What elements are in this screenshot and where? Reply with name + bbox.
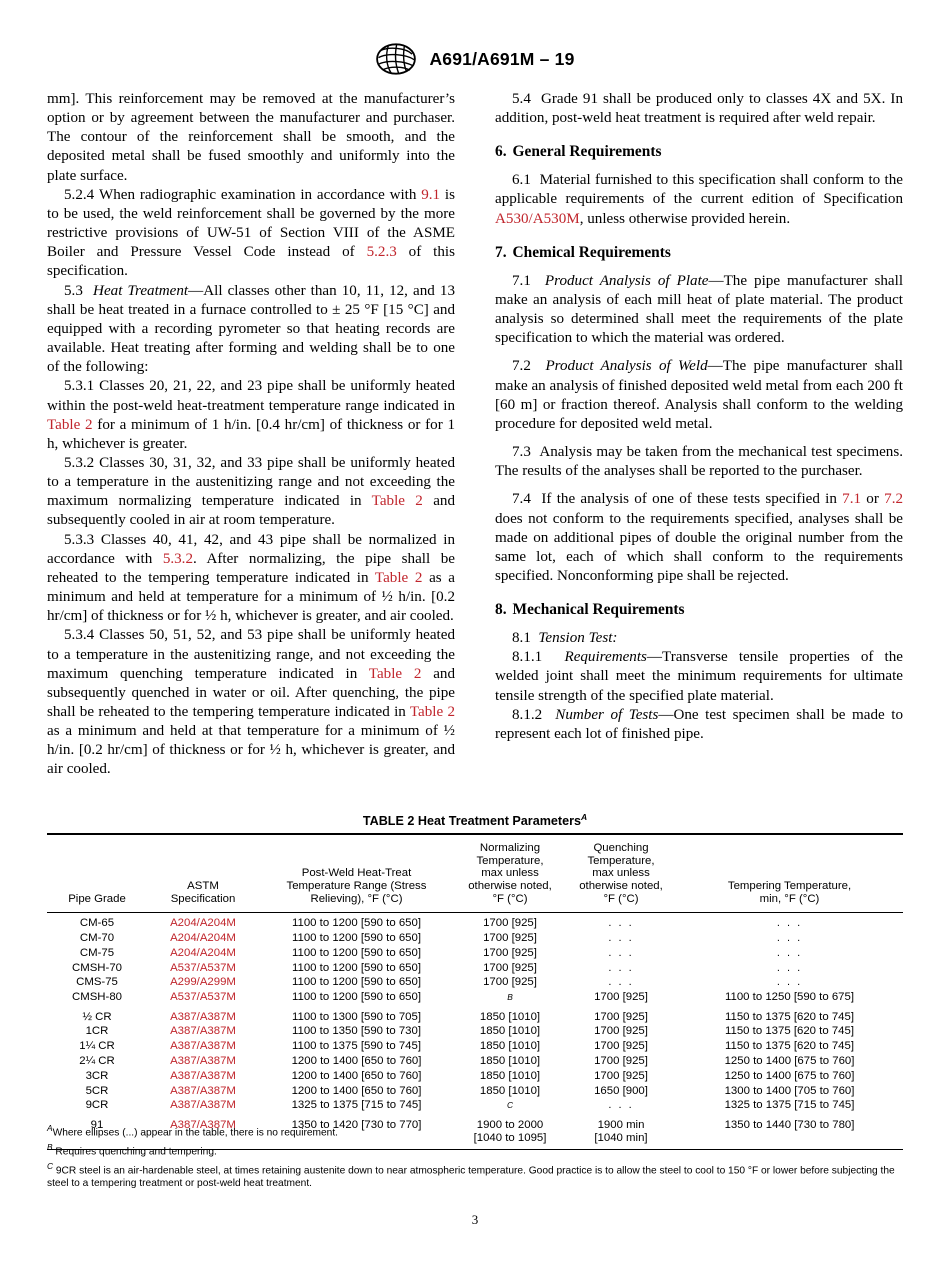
paragraph-continuation: mm]. This reinforcement may be removed at the manufacturer’s option or by agreement between the manufacturer and purchaser. The contour of the reinforcement shall be smooth, and the deposited metal shall be fused smoothly and uniformly into the plate surface. [47,91,455,184]
cell-pipe-grade: CMSH-80 [71,991,122,1004]
table-2-container [47,812,903,1150]
table-row [47,931,903,946]
clause-number: 8.1 [512,630,531,647]
table-row [47,946,903,961]
cell-pipe-grade: 1¼ CR [79,1040,115,1053]
cell-astm-specification: A387/A387M [170,1025,236,1038]
table-row [47,976,903,991]
paragraph-5-3-1: 5.3.1 Classes 20, 21, 22, and 23 pipe shall be uniformly heated within the post-weld heat-treatment temperature range indicated in Table 2 for a minimum of 1 h/in. [0.4 hr/cm] of thickness or for 1 h, whichever is greater. [47,378,455,452]
table-row [47,913,903,932]
clause-title: Number of Tests [555,706,659,723]
section-heading-mechanical-requirements [495,600,903,619]
standard-designation: A691/A691M – 19 [429,48,575,69]
footnote-marker: B [47,1141,53,1152]
cell-tempering-temperature: 1250 to 1400 [675 to 760] [724,1054,855,1067]
cell-normalizing-temperature: 1700 [925] [483,917,537,930]
cell-quenching-temperature [566,913,676,932]
cell-pipe-grade: ½ CR [82,1010,112,1023]
clause-number: 8.1.1 [512,649,543,666]
paragraph-8-1-2: 8.1.2 Number of Tests—One test specimen shall be made to represent each lot of finished pipe. [495,706,903,742]
clause-title: Product Analysis of Weld [545,358,708,375]
paragraph-5-3-3: 5.3.3 Classes 40, 41, 42, and 43 pipe shall be normalized in accordance with 5.3.2. After normalizing, the pipe shall be reheated to the tempering temperature indicated in Table 2 as a minimum and held at temperature for a minimum of ½ h/in. [0.2 hr/cm] of thickness or for ½ h, whichever is greater, and air cooled. [47,531,455,625]
column-header-tempering-temperature: Tempering Temperature, min, °F (°C) [727,879,852,905]
cell-post-weld-heat-treat: 1200 to 1400 [650 to 760] [291,1054,422,1067]
cell-tempering-temperature [676,931,903,946]
cell-post-weld-heat-treat: 1200 to 1400 [650 to 760] [291,1069,422,1082]
cell-quenching-temperature: 1700 [925] [594,1054,648,1067]
table-row [47,990,903,1010]
cell-quenching-temperature: 1700 [925] [594,1025,648,1038]
cross-reference-table-2[interactable]: Table 2 [371,493,423,510]
cell-pipe-grade: 2¼ CR [79,1054,115,1067]
cell-normalizing-temperature: 1850 [1010] [479,1054,541,1067]
clause-number: 7.3 [512,444,531,461]
clause-number: 5.4 [512,91,531,107]
cell-normalizing-temperature [454,990,566,1010]
cell-astm-specification: A204/A204M [170,946,236,959]
cell-tempering-temperature: 1250 to 1400 [675 to 760] [724,1069,855,1082]
clause-number: 5.3 [64,282,83,299]
cell-normalizing-temperature: 1850 [1010] [479,1010,541,1023]
cross-reference-7-1[interactable]: 7.1 [842,491,862,508]
footnote-text: Where ellipses (...) appear in the table, there is no requirement. [52,1127,338,1139]
footnote-text: Requires quenching and tempering. [52,1146,217,1158]
table-caption: TABLE 2 Heat Treatment Parameters$^A$ [362,812,588,829]
table-footnotes [47,1122,903,1191]
cell-pipe-grade: CMS-75 [76,976,118,989]
cell-tempering-temperature: 1100 to 1250 [590 to 675] [725,991,854,1004]
cell-astm-specification: A204/A204M [170,917,236,930]
paragraph-5-4: 5.4 Grade 91 shall be produced only to classes 4X and 5X. In addition, post-weld heat treatment is required after weld repair. [495,91,903,127]
section-number: 7. [495,243,507,261]
cell-normalizing-temperature: 1700 [925] [483,946,537,959]
cell-quenching-temperature: 1650 [900] [594,1084,648,1097]
table-row [47,1099,903,1119]
paragraph-5-3: 5.3 Heat Treatment—All classes other than 10, 11, 12, and 13 shall be heat treated in a furnace controlled to ± 25 °F [15 °C] and equipped with a recording pyrometer so that heating records are available. Heat treating after forming and welding shall be to one of the following: [47,282,455,376]
cell-pipe-grade: 5CR [85,1084,109,1097]
cell-astm-specification: A387/A387M [170,1084,236,1097]
footnote-marker: B [507,992,513,1003]
cell-astm-specification: A387/A387M [170,1099,236,1112]
paragraph-5-3-4: 5.3.4 Classes 50, 51, 52, and 53 pipe shall be uniformly heated to a temperature in the austenitizing range, and not exceeding the maximum quenching temperature indicated in Table 2 and subsequently quenched in water or oil. After quenching, the pipe shall be reheated to the tempering temperature indicated in Table 2 as a minimum and held at that temperature for a minimum of ½ h/in. [0.2 hr/cm] of thickness or for ½ h, whichever is greater, and air cooled. [47,627,455,778]
no-requirement-ellipsis: . . . [608,961,634,974]
cell-astm-specification: A387/A387M [170,1010,236,1023]
paragraph-8-1 [495,629,903,648]
footnote [47,1122,903,1140]
cell-post-weld-heat-treat: 1100 to 1200 [590 to 650] [292,917,421,930]
cell-post-weld-heat-treat: 1350 to 1420 [730 to 770] [291,1118,422,1131]
cell-pipe-grade: CM-65 [79,917,115,930]
footnote-text: 9CR steel is an air-hardenable steel, at times retaining austenite down to near atmospheric temperature. Good practice is to allow the steel to cool to 150 °F or lower before subjecting the steel to a tempering treatment or post-weld heat treatment. [47,1164,895,1189]
cell-normalizing-temperature: 1700 [925] [483,931,537,944]
heat-treatment-parameters-table [47,833,903,1150]
table-row [47,1025,903,1040]
cell-quenching-temperature [566,931,676,946]
table-body [47,913,903,1150]
clause-number: 5.3.3 [64,531,95,548]
cell-post-weld-heat-treat: 1200 to 1400 [650 to 760] [291,1084,422,1097]
cell-quenching-temperature: 1900 min [1040 min] [594,1118,648,1144]
cell-astm-specification: A387/A387M [170,1118,236,1131]
cell-tempering-temperature: 1325 to 1375 [715 to 745] [724,1099,855,1112]
cell-astm-specification: A387/A387M [170,1040,236,1053]
paragraph-5-3-2: 5.3.2 Classes 30, 31, 32, and 33 pipe shall be uniformly heated to a temperature in the austenitizing range and not exceeding the maximum normalizing temperature indicated in Table 2 and subsequently cooled in air at room temperature. [47,454,455,529]
cell-astm-specification: A387/A387M [170,1069,236,1082]
no-requirement-ellipsis: . . . [608,946,634,959]
cell-tempering-temperature: 1150 to 1375 [620 to 745] [725,1040,854,1053]
table-row [47,1040,903,1055]
section-number: 8. [495,601,507,619]
section-heading-chemical-requirements [495,243,903,262]
paragraph-6-1: 6.1 Material furnished to this specification shall conform to the applicable requirements of the current edition of Specification A530/A530M, unless otherwise provided herein. [495,172,903,227]
cell-tempering-temperature [676,961,903,976]
no-requirement-ellipsis: . . . [776,976,803,989]
section-title: Mechanical Requirements [512,601,685,619]
cell-normalizing-temperature: 1850 [1010] [479,1040,541,1053]
column-header-post-weld-heat-treat: Post-Weld Heat-Treat Temperature Range (Stress Relieving), °F (°C) [286,867,427,905]
column-header-normalizing-temperature: Normalizing Temperature, max unless otherwise noted, °F (°C) [468,842,552,905]
cell-normalizing-temperature: 1900 to 2000 [1040 to 1095] [473,1118,547,1144]
no-requirement-ellipsis: . . . [608,917,634,930]
cell-quenching-temperature: 1700 [925] [594,1040,648,1053]
cell-pipe-grade: 3CR [85,1069,109,1082]
cell-normalizing-temperature: 1850 [1010] [479,1025,541,1038]
column-header-pipe-grade: Pipe Grade [68,892,126,905]
cell-astm-specification: A204/A204M [170,931,236,944]
cell-tempering-temperature: 1350 to 1440 [730 to 780] [724,1118,855,1131]
cross-reference-a530[interactable]: A530/A530M [495,210,580,227]
paragraph-7-2: 7.2 Product Analysis of Weld—The pipe manufacturer shall make an analysis of finished deposited weld metal from each 200 ft [60 m] or fraction thereof. Analysis shall conform to the welding procedure for deposited weld metal. [495,358,903,432]
clause-number: 8.1.2 [512,706,543,723]
cell-tempering-temperature: 1300 to 1400 [705 to 760] [724,1084,855,1097]
paragraph-8-1-1: 8.1.1 Requirements—Transverse tensile properties of the welded joint shall meet the minimum requirements for ultimate tensile strength of the specified plate material. [495,649,903,704]
clause-number: 5.3.4 [64,627,95,644]
cross-reference-7-2[interactable]: 7.2 [884,491,904,508]
no-requirement-ellipsis: . . . [776,931,803,944]
clause-number: 5.3.2 [64,454,95,471]
clause-title: Tension Test: [538,630,618,647]
clause-title: Heat Treatment [93,282,189,299]
cell-normalizing-temperature [454,1099,566,1119]
cross-reference-table-2[interactable]: Table 2 [374,569,423,586]
column-header-quenching-temperature: Quenching Temperature, max unless otherwise noted, °F (°C) [579,842,663,905]
footnote-marker: C [506,1100,514,1111]
footnote [47,1160,903,1191]
clause-number: 7.2 [512,358,531,375]
cell-pipe-grade: 91 [90,1118,104,1131]
clause-number: 7.1 [512,272,531,289]
cell-post-weld-heat-treat: 1100 to 1200 [590 to 650] [292,931,421,944]
cell-pipe-grade: 9CR [85,1099,109,1112]
right-column [495,90,903,780]
left-column [47,90,455,780]
cell-post-weld-heat-treat: 1100 to 1300 [590 to 705] [292,1010,421,1023]
clause-number: 6.1 [512,172,531,189]
clause-number: 5.3.1 [64,378,95,395]
cross-reference-5-2-3[interactable]: 5.2.3 [366,244,397,261]
cell-quenching-temperature [566,961,676,976]
no-requirement-ellipsis: . . . [776,961,803,974]
cell-pipe-grade: 1CR [85,1025,109,1038]
table-caption-footnote-marker: A [581,812,588,822]
cross-reference-5-3-2[interactable]: 5.3.2 [162,550,193,567]
cell-astm-specification: A537/A537M [170,961,236,974]
cell-tempering-temperature [676,976,903,991]
no-requirement-ellipsis: . . . [608,976,634,989]
paragraph-7-4: 7.4 If the analysis of one of these tests specified in 7.1 or 7.2 does not conform to the requirements specified, analyses shall be made on additional pipes of double the original number from the same lot, each of which shall conform to the requirements specified. Nonconforming pipe shall be rejected. [495,491,904,584]
cell-quenching-temperature: 1700 [925] [594,1010,648,1023]
paragraph-5-2-4: 5.2.4 When radiographic examination in accordance with 9.1 is to be used, the weld reinforcement shall be governed by the more restrictive provisions of UW-51 of Section VIII of the ASME Boiler and Pressure Vessel Code instead of 5.2.3 of this specification. [47,186,455,280]
cell-tempering-temperature [676,913,903,932]
cell-post-weld-heat-treat: 1325 to 1375 [715 to 745] [291,1099,422,1112]
astm-logo-icon [375,42,417,76]
table-row [47,961,903,976]
clause-title: Product Analysis of Plate [544,272,709,289]
cell-quenching-temperature [566,1099,676,1119]
table-row [47,1069,903,1084]
cell-post-weld-heat-treat: 1100 to 1200 [590 to 650] [292,976,421,989]
cell-normalizing-temperature: 1850 [1010] [479,1084,541,1097]
no-requirement-ellipsis: . . . [608,1099,634,1112]
no-requirement-ellipsis: . . . [776,946,803,959]
cell-normalizing-temperature: 1700 [925] [483,976,537,989]
cross-reference-table-2[interactable]: Table 2 [409,704,455,720]
section-title: Chemical Requirements [512,243,671,261]
body-columns [47,90,903,780]
cell-post-weld-heat-treat: 1100 to 1200 [590 to 650] [292,946,421,959]
cell-pipe-grade: CM-70 [79,931,115,944]
cell-tempering-temperature: 1150 to 1375 [620 to 745] [725,1025,854,1038]
section-title: General Requirements [512,143,662,161]
cell-pipe-grade: CMSH-70 [71,961,122,974]
clause-number: 5.2.4 [64,186,95,203]
cross-reference-9-1[interactable]: 9.1 [421,186,441,203]
cell-quenching-temperature: 1700 [925] [594,1069,648,1082]
footnote [47,1141,903,1159]
paragraph-7-3: 7.3 Analysis may be taken from the mechanical test specimens. The results of the analyses shall be reported to the purchaser. [495,444,903,480]
page-header [0,42,950,76]
section-number: 6. [495,143,507,161]
table-row [47,1054,903,1069]
cell-astm-specification: A537/A537M [170,991,236,1004]
cell-tempering-temperature [676,946,903,961]
footnote-marker: A [47,1123,53,1133]
cell-pipe-grade: CM-75 [79,946,115,959]
cell-astm-specification: A299/A299M [170,976,236,989]
clause-title: Requirements [564,649,647,666]
cross-reference-table-2[interactable]: Table 2 [368,665,422,682]
cell-astm-specification: A387/A387M [170,1054,236,1067]
table-row [47,1010,903,1025]
cell-post-weld-heat-treat: 1100 to 1200 [590 to 650] [292,991,421,1004]
no-requirement-ellipsis: . . . [776,917,803,930]
clause-number: 7.4 [512,491,531,508]
cell-post-weld-heat-treat: 1100 to 1350 [590 to 730] [292,1025,421,1038]
paragraph-7-1: 7.1 Product Analysis of Plate—The pipe manufacturer shall make an analysis of each mill heat of plate material. The product analysis so determined shall meet the requirements of the plate specification to which the material was ordered. [495,272,904,347]
section-heading-general-requirements [495,142,903,161]
cell-post-weld-heat-treat: 1100 to 1200 [590 to 650] [292,961,421,974]
cell-post-weld-heat-treat: 1100 to 1375 [590 to 745] [292,1040,421,1053]
cross-reference-table-2[interactable]: Table 2 [47,416,93,433]
cell-quenching-temperature [566,976,676,991]
page-number: 3 [471,1212,479,1227]
column-header-astm-specification: ASTM Specification [170,879,236,905]
cell-quenching-temperature [566,946,676,961]
no-requirement-ellipsis: . . . [608,931,634,944]
cell-tempering-temperature: 1150 to 1375 [620 to 745] [725,1010,854,1023]
cell-normalizing-temperature: 1850 [1010] [479,1069,541,1082]
footnote-marker: C [47,1160,54,1171]
cell-quenching-temperature: 1700 [925] [594,991,648,1004]
table-row [47,1084,903,1099]
cell-normalizing-temperature: 1700 [925] [483,961,537,974]
